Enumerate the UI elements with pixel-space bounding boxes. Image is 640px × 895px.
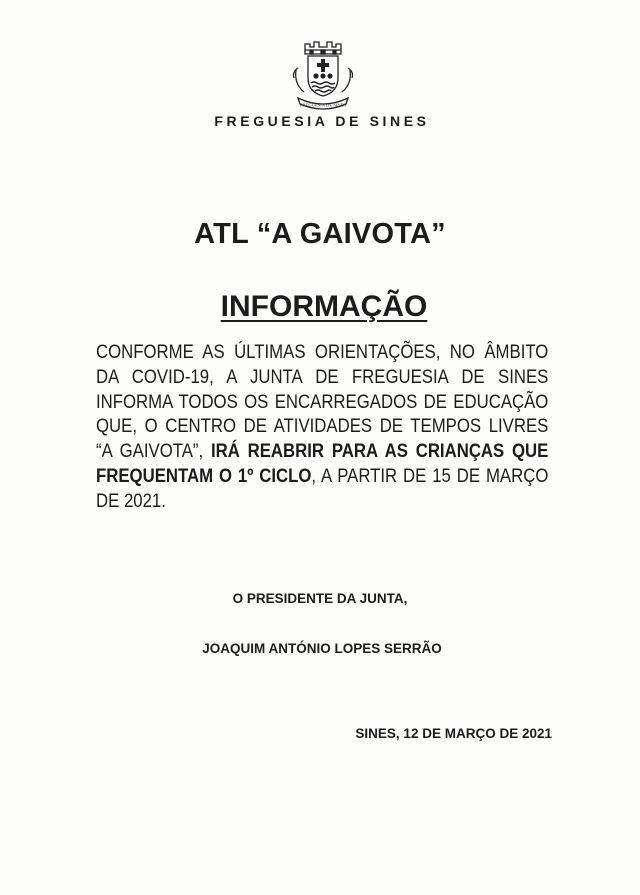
document-title: ATL “A GAIVOTA” — [194, 218, 446, 250]
signatory-role: O PRESIDENTE DA JUNTA, — [232, 591, 408, 606]
crest-ribbon-text: FREGUESIA DE SINES — [299, 102, 347, 108]
notice-body — [96, 340, 548, 514]
body-part-2: , A PARTIR DE 15 DE MARÇO DE 2021. — [96, 464, 549, 512]
document-heading — [0, 290, 640, 324]
signatory-name: JOAQUIM ANTÓNIO LOPES SERRÃO — [202, 641, 442, 656]
organization-name: FREGUESIA DE SINES — [214, 113, 430, 129]
body-emphasis: IRÁ REABRIR PARA AS CRIANÇAS QUE FREQUENTAM O 1º CICLO — [96, 440, 549, 487]
parish-coat-of-arms-icon — [288, 38, 358, 112]
heading-text: INFORMAÇÃO — [220, 290, 428, 323]
date-line: SINES, 12 DE MARÇO DE 2021 — [355, 726, 552, 741]
body-part-1: CONFORME AS ÚLTIMAS ORIENTAÇÕES, NO ÂMBITO DA COVID-19, A JUNTA DE FREGUESIA DE SINES INFORMA TODOS OS ENCARREGADOS DE EDUCAÇÃO QUE, O CENTRO DE ATIVIDADES DE TEMPOS LIVRES “A GAIVOTA”, — [96, 341, 549, 463]
